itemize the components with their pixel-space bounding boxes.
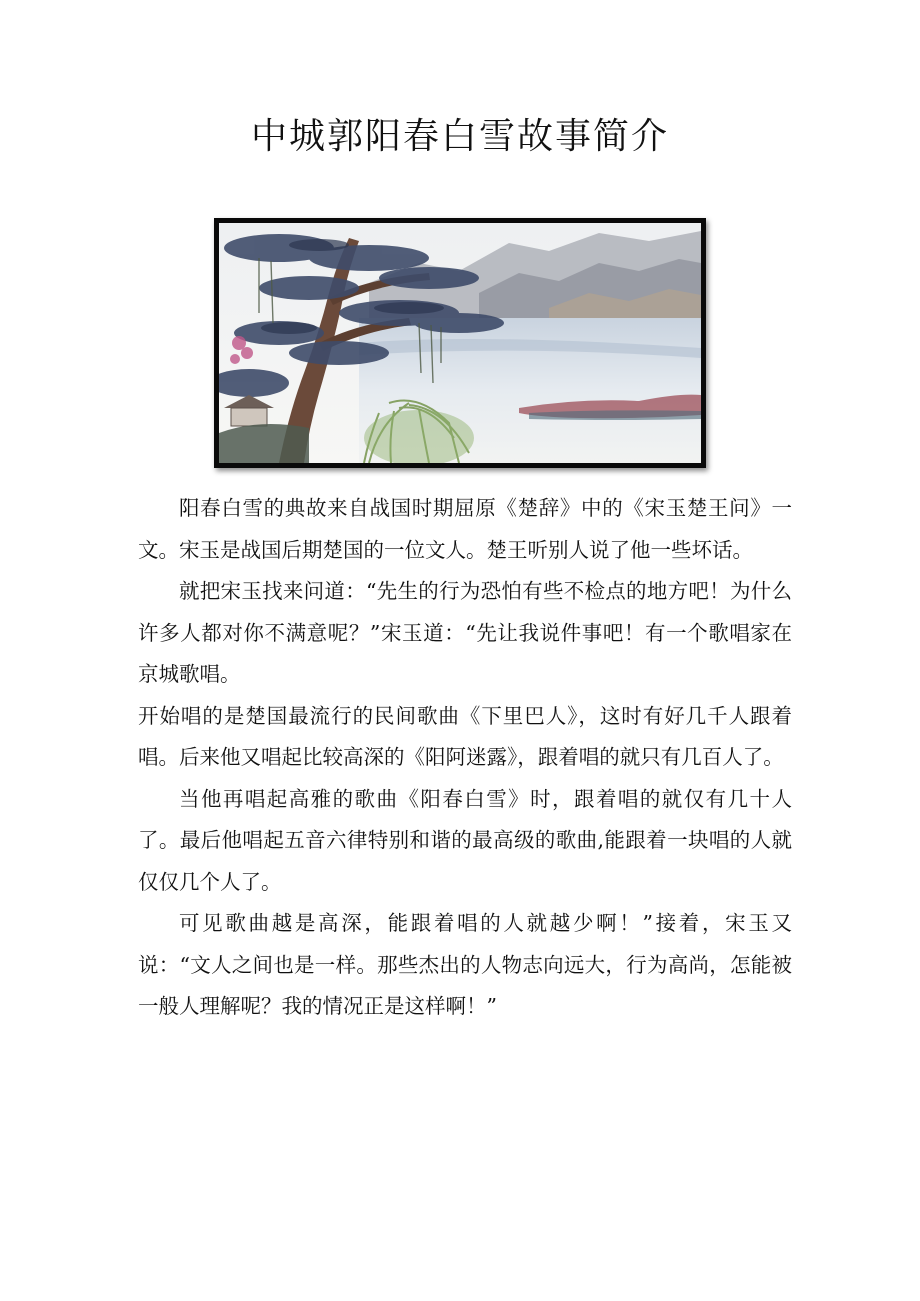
landscape-painting-icon xyxy=(219,223,701,463)
paragraph-2: 就把宋玉找来问道：“先生的行为恐怕有些不检点的地方吧！为什么许多人都对你不满意呢？”宋玉道：“先让我说件事吧！有一个歌唱家在京城歌唱。 xyxy=(138,579,792,686)
paragraph-3: 开始唱的是楚国最流行的民间歌曲《下里巴人》，这时有好几千人跟着唱。后来他又唱起比较高深的《阳阿迷露》，跟着唱的就只有几百人了。 xyxy=(138,703,792,769)
paragraph-1: 阳春白雪的典故来自战国时期屈原《楚辞》中的《宋玉楚王问》一文。宋玉是战国后期楚国的一位文人。楚王听别人说了他一些坏话。 xyxy=(138,496,792,562)
paragraph-5: 可见歌曲越是高深，能跟着唱的人就越少啊！”接着，宋玉又说：“文人之间也是一样。那些杰出的人物志向远大，行为高尚，怎能被一般人理解呢？我的情况正是这样啊！” xyxy=(138,911,792,1018)
landscape-painting-image xyxy=(214,218,706,468)
body-text xyxy=(138,488,792,1028)
page-title: 中城郭阳春白雪故事简介 xyxy=(250,116,669,157)
paragraph-4: 当他再唱起高雅的歌曲《阳春白雪》时，跟着唱的就仅有几十人了。最后他唱起五音六律特别和谐的最高级的歌曲,能跟着一块唱的人就仅仅几个人了。 xyxy=(138,786,792,894)
